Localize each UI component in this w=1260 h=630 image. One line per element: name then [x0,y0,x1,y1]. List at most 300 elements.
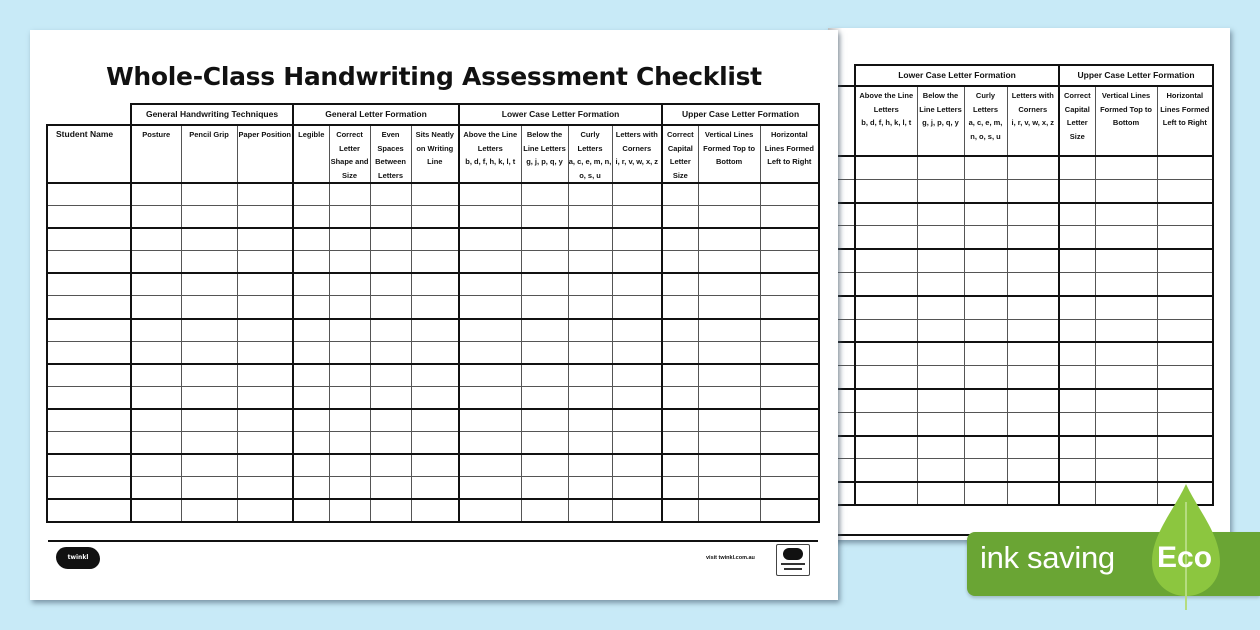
checklist-cell[interactable] [370,432,411,455]
checklist-cell[interactable] [568,319,612,342]
checklist-cell[interactable] [370,386,411,409]
checklist-cell[interactable] [698,273,760,296]
checklist-cell[interactable] [370,341,411,364]
checklist-cell[interactable] [1157,389,1213,412]
checklist-cell[interactable] [459,319,521,342]
checklist-cell[interactable] [662,364,698,387]
checklist-cell[interactable] [459,341,521,364]
checklist-cell[interactable] [1157,412,1213,435]
checklist-cell[interactable] [411,319,459,342]
checklist-cell[interactable] [698,409,760,432]
checklist-cell[interactable] [329,183,370,206]
checklist-cell[interactable] [131,273,181,296]
checklist-cell[interactable] [329,477,370,500]
checklist-cell[interactable] [131,432,181,455]
checklist-cell[interactable] [237,183,293,206]
checklist-cell[interactable] [568,251,612,274]
checklist-cell[interactable] [855,203,917,226]
checklist-cell[interactable] [370,228,411,251]
checklist-cell[interactable] [237,364,293,387]
checklist-cell[interactable] [760,319,819,342]
checklist-cell[interactable] [329,228,370,251]
checklist-cell[interactable] [1095,412,1157,435]
checklist-cell[interactable] [568,296,612,319]
checklist-cell[interactable] [293,183,329,206]
checklist-cell[interactable] [760,364,819,387]
checklist-cell[interactable] [698,454,760,477]
checklist-cell[interactable] [855,389,917,412]
checklist-cell[interactable] [917,482,964,505]
checklist-cell[interactable] [370,364,411,387]
checklist-cell[interactable] [964,296,1007,319]
checklist-cell[interactable] [1157,179,1213,202]
checklist-cell[interactable] [1059,436,1095,459]
checklist-cell[interactable] [370,319,411,342]
checklist-cell[interactable] [459,432,521,455]
checklist-cell[interactable] [329,409,370,432]
checklist-cell[interactable] [612,432,662,455]
checklist-cell[interactable] [1157,296,1213,319]
checklist-cell[interactable] [568,477,612,500]
checklist-cell[interactable] [568,364,612,387]
checklist-cell[interactable] [855,482,917,505]
checklist-cell[interactable] [662,432,698,455]
checklist-cell[interactable] [917,319,964,342]
checklist-cell[interactable] [612,206,662,229]
checklist-cell[interactable] [1059,319,1095,342]
checklist-cell[interactable] [293,454,329,477]
checklist-cell[interactable] [1095,366,1157,389]
checklist-cell[interactable] [1007,296,1059,319]
checklist-cell[interactable] [1007,482,1059,505]
checklist-cell[interactable] [1157,249,1213,272]
checklist-cell[interactable] [964,272,1007,295]
checklist-cell[interactable] [293,296,329,319]
checklist-cell[interactable] [131,296,181,319]
checklist-cell[interactable] [612,341,662,364]
checklist-cell[interactable] [1059,156,1095,179]
checklist-cell[interactable] [1095,459,1157,482]
checklist-cell[interactable] [1157,156,1213,179]
checklist-cell[interactable] [459,296,521,319]
checklist-cell[interactable] [855,272,917,295]
checklist-cell[interactable] [181,251,237,274]
checklist-cell[interactable] [521,183,568,206]
checklist-cell[interactable] [917,249,964,272]
checklist-cell[interactable] [612,386,662,409]
checklist-cell[interactable] [964,342,1007,365]
checklist-cell[interactable] [459,477,521,500]
checklist-cell[interactable] [1007,226,1059,249]
checklist-cell[interactable] [1059,482,1095,505]
checklist-cell[interactable] [698,386,760,409]
checklist-cell[interactable] [521,251,568,274]
checklist-cell[interactable] [568,183,612,206]
checklist-cell[interactable] [411,364,459,387]
checklist-cell[interactable] [411,432,459,455]
checklist-cell[interactable] [1059,296,1095,319]
student-name-cell[interactable] [47,454,131,477]
checklist-cell[interactable] [1007,459,1059,482]
checklist-cell[interactable] [521,273,568,296]
checklist-cell[interactable] [459,251,521,274]
checklist-cell[interactable] [698,319,760,342]
checklist-cell[interactable] [293,341,329,364]
checklist-cell[interactable] [411,251,459,274]
checklist-cell[interactable] [521,228,568,251]
checklist-cell[interactable] [1157,272,1213,295]
checklist-cell[interactable] [521,409,568,432]
student-name-cell[interactable] [47,409,131,432]
student-name-cell[interactable] [47,319,131,342]
checklist-cell[interactable] [1007,366,1059,389]
checklist-cell[interactable] [1157,203,1213,226]
checklist-cell[interactable] [181,409,237,432]
checklist-cell[interactable] [411,228,459,251]
checklist-cell[interactable] [568,273,612,296]
checklist-cell[interactable] [1157,436,1213,459]
checklist-cell[interactable] [1007,203,1059,226]
student-name-cell[interactable] [47,386,131,409]
checklist-cell[interactable] [612,364,662,387]
student-name-cell[interactable] [47,364,131,387]
checklist-cell[interactable] [411,386,459,409]
checklist-cell[interactable] [698,183,760,206]
checklist-cell[interactable] [698,228,760,251]
checklist-cell[interactable] [1059,342,1095,365]
checklist-cell[interactable] [1059,226,1095,249]
checklist-cell[interactable] [612,409,662,432]
checklist-cell[interactable] [917,366,964,389]
checklist-cell[interactable] [1059,203,1095,226]
checklist-cell[interactable] [662,296,698,319]
checklist-cell[interactable] [760,499,819,522]
checklist-cell[interactable] [329,296,370,319]
checklist-cell[interactable] [1095,342,1157,365]
checklist-cell[interactable] [293,409,329,432]
checklist-cell[interactable] [293,499,329,522]
checklist-cell[interactable] [1007,319,1059,342]
checklist-cell[interactable] [329,386,370,409]
checklist-cell[interactable] [237,273,293,296]
checklist-cell[interactable] [760,409,819,432]
checklist-cell[interactable] [760,228,819,251]
checklist-cell[interactable] [1095,436,1157,459]
checklist-cell[interactable] [662,183,698,206]
checklist-cell[interactable] [964,179,1007,202]
checklist-cell[interactable] [459,183,521,206]
checklist-cell[interactable] [181,183,237,206]
checklist-cell[interactable] [237,477,293,500]
checklist-cell[interactable] [698,432,760,455]
student-name-cell[interactable] [47,228,131,251]
checklist-cell[interactable] [662,454,698,477]
checklist-cell[interactable] [329,499,370,522]
checklist-cell[interactable] [1059,412,1095,435]
checklist-cell[interactable] [1095,226,1157,249]
checklist-cell[interactable] [459,386,521,409]
checklist-cell[interactable] [612,477,662,500]
checklist-cell[interactable] [293,477,329,500]
checklist-cell[interactable] [964,319,1007,342]
checklist-cell[interactable] [1059,249,1095,272]
checklist-cell[interactable] [1007,249,1059,272]
checklist-cell[interactable] [917,436,964,459]
checklist-cell[interactable] [131,499,181,522]
checklist-cell[interactable] [917,389,964,412]
checklist-cell[interactable] [370,251,411,274]
checklist-cell[interactable] [964,156,1007,179]
checklist-cell[interactable] [855,436,917,459]
checklist-cell[interactable] [612,319,662,342]
checklist-cell[interactable] [459,273,521,296]
checklist-cell[interactable] [964,389,1007,412]
checklist-cell[interactable] [329,454,370,477]
checklist-cell[interactable] [698,206,760,229]
checklist-cell[interactable] [568,454,612,477]
checklist-cell[interactable] [855,342,917,365]
checklist-cell[interactable] [917,203,964,226]
checklist-cell[interactable] [1007,156,1059,179]
checklist-cell[interactable] [411,341,459,364]
checklist-cell[interactable] [964,249,1007,272]
checklist-cell[interactable] [181,319,237,342]
checklist-cell[interactable] [181,341,237,364]
checklist-cell[interactable] [181,432,237,455]
checklist-cell[interactable] [760,206,819,229]
checklist-cell[interactable] [1157,366,1213,389]
checklist-cell[interactable] [411,499,459,522]
checklist-cell[interactable] [698,499,760,522]
checklist-cell[interactable] [568,206,612,229]
checklist-cell[interactable] [237,499,293,522]
student-name-cell[interactable] [47,477,131,500]
checklist-cell[interactable] [459,228,521,251]
checklist-cell[interactable] [1157,319,1213,342]
checklist-cell[interactable] [964,482,1007,505]
checklist-cell[interactable] [131,183,181,206]
checklist-cell[interactable] [237,432,293,455]
checklist-cell[interactable] [293,251,329,274]
checklist-cell[interactable] [662,273,698,296]
checklist-cell[interactable] [181,296,237,319]
checklist-cell[interactable] [459,206,521,229]
checklist-cell[interactable] [662,499,698,522]
checklist-cell[interactable] [662,386,698,409]
checklist-cell[interactable] [964,226,1007,249]
student-name-cell[interactable] [47,251,131,274]
checklist-cell[interactable] [855,366,917,389]
checklist-cell[interactable] [521,454,568,477]
checklist-cell[interactable] [329,251,370,274]
checklist-cell[interactable] [855,156,917,179]
checklist-cell[interactable] [329,273,370,296]
checklist-cell[interactable] [568,228,612,251]
checklist-cell[interactable] [411,296,459,319]
checklist-cell[interactable] [131,341,181,364]
student-name-cell[interactable] [47,206,131,229]
checklist-cell[interactable] [293,364,329,387]
checklist-cell[interactable] [917,226,964,249]
checklist-cell[interactable] [293,432,329,455]
checklist-cell[interactable] [237,228,293,251]
student-name-cell[interactable] [47,296,131,319]
checklist-cell[interactable] [293,206,329,229]
checklist-cell[interactable] [181,386,237,409]
checklist-cell[interactable] [411,454,459,477]
checklist-cell[interactable] [370,454,411,477]
checklist-cell[interactable] [1007,412,1059,435]
checklist-cell[interactable] [662,228,698,251]
checklist-cell[interactable] [131,251,181,274]
checklist-cell[interactable] [760,432,819,455]
checklist-cell[interactable] [917,296,964,319]
checklist-cell[interactable] [237,319,293,342]
checklist-cell[interactable] [855,249,917,272]
checklist-cell[interactable] [698,296,760,319]
checklist-cell[interactable] [237,296,293,319]
checklist-cell[interactable] [662,206,698,229]
checklist-cell[interactable] [1095,179,1157,202]
checklist-cell[interactable] [181,499,237,522]
checklist-cell[interactable] [521,386,568,409]
checklist-cell[interactable] [293,319,329,342]
checklist-cell[interactable] [521,341,568,364]
checklist-cell[interactable] [237,386,293,409]
checklist-cell[interactable] [698,477,760,500]
checklist-cell[interactable] [662,319,698,342]
checklist-cell[interactable] [1095,319,1157,342]
checklist-cell[interactable] [329,432,370,455]
checklist-cell[interactable] [411,273,459,296]
checklist-cell[interactable] [760,386,819,409]
student-name-cell[interactable] [47,432,131,455]
checklist-cell[interactable] [1007,436,1059,459]
student-name-cell[interactable] [47,183,131,206]
checklist-cell[interactable] [917,156,964,179]
checklist-cell[interactable] [459,364,521,387]
checklist-cell[interactable] [370,273,411,296]
checklist-cell[interactable] [329,319,370,342]
checklist-cell[interactable] [370,409,411,432]
checklist-cell[interactable] [1157,342,1213,365]
checklist-cell[interactable] [612,296,662,319]
checklist-cell[interactable] [760,273,819,296]
checklist-cell[interactable] [521,206,568,229]
checklist-cell[interactable] [662,341,698,364]
checklist-cell[interactable] [1095,156,1157,179]
checklist-cell[interactable] [411,477,459,500]
checklist-cell[interactable] [917,342,964,365]
checklist-cell[interactable] [1095,203,1157,226]
checklist-cell[interactable] [370,477,411,500]
checklist-cell[interactable] [1007,179,1059,202]
checklist-cell[interactable] [1007,389,1059,412]
checklist-cell[interactable] [181,228,237,251]
checklist-cell[interactable] [568,432,612,455]
checklist-cell[interactable] [917,272,964,295]
checklist-cell[interactable] [521,319,568,342]
checklist-cell[interactable] [1059,179,1095,202]
checklist-cell[interactable] [293,228,329,251]
checklist-cell[interactable] [1059,366,1095,389]
checklist-cell[interactable] [411,183,459,206]
checklist-cell[interactable] [1095,272,1157,295]
checklist-cell[interactable] [181,206,237,229]
checklist-cell[interactable] [1007,342,1059,365]
checklist-cell[interactable] [459,409,521,432]
checklist-cell[interactable] [131,409,181,432]
checklist-cell[interactable] [612,273,662,296]
checklist-cell[interactable] [181,477,237,500]
checklist-cell[interactable] [521,364,568,387]
checklist-cell[interactable] [1007,272,1059,295]
checklist-cell[interactable] [370,206,411,229]
checklist-cell[interactable] [917,459,964,482]
checklist-cell[interactable] [964,436,1007,459]
checklist-cell[interactable] [1059,459,1095,482]
checklist-cell[interactable] [698,364,760,387]
checklist-cell[interactable] [612,228,662,251]
checklist-cell[interactable] [917,412,964,435]
checklist-cell[interactable] [181,454,237,477]
checklist-cell[interactable] [662,409,698,432]
checklist-cell[interactable] [237,409,293,432]
checklist-cell[interactable] [568,341,612,364]
checklist-cell[interactable] [1059,272,1095,295]
checklist-cell[interactable] [370,296,411,319]
checklist-cell[interactable] [760,183,819,206]
checklist-cell[interactable] [1059,389,1095,412]
checklist-cell[interactable] [760,454,819,477]
checklist-cell[interactable] [370,499,411,522]
checklist-cell[interactable] [568,499,612,522]
checklist-cell[interactable] [131,386,181,409]
checklist-cell[interactable] [411,206,459,229]
checklist-cell[interactable] [131,477,181,500]
checklist-cell[interactable] [698,251,760,274]
checklist-cell[interactable] [1157,459,1213,482]
student-name-cell[interactable] [47,341,131,364]
checklist-cell[interactable] [760,251,819,274]
checklist-cell[interactable] [855,412,917,435]
student-name-cell[interactable] [47,273,131,296]
checklist-cell[interactable] [568,386,612,409]
checklist-cell[interactable] [698,341,760,364]
checklist-cell[interactable] [411,409,459,432]
checklist-cell[interactable] [131,454,181,477]
checklist-cell[interactable] [612,499,662,522]
checklist-cell[interactable] [917,179,964,202]
checklist-cell[interactable] [662,251,698,274]
checklist-cell[interactable] [760,477,819,500]
checklist-cell[interactable] [521,432,568,455]
checklist-cell[interactable] [521,296,568,319]
checklist-cell[interactable] [1095,482,1157,505]
checklist-cell[interactable] [237,341,293,364]
checklist-cell[interactable] [568,409,612,432]
checklist-cell[interactable] [131,319,181,342]
checklist-cell[interactable] [855,226,917,249]
checklist-cell[interactable] [964,366,1007,389]
checklist-cell[interactable] [1095,296,1157,319]
checklist-cell[interactable] [237,454,293,477]
checklist-cell[interactable] [521,477,568,500]
checklist-cell[interactable] [181,364,237,387]
student-name-cell[interactable] [47,499,131,522]
checklist-cell[interactable] [181,273,237,296]
checklist-cell[interactable] [131,206,181,229]
